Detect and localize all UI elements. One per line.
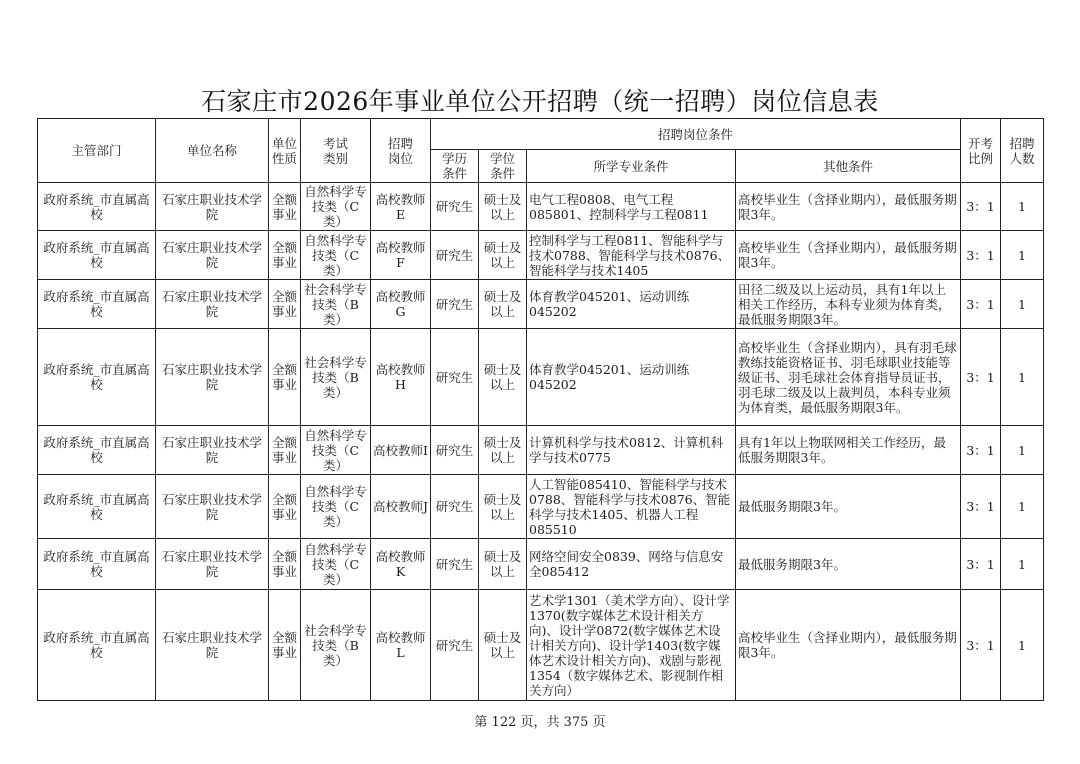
header-ratio: 开考 比例 — [961, 119, 1001, 183]
cell-exam: 社会科学专技类（B类） — [301, 280, 371, 329]
header-exam: 考试 类别 — [301, 119, 371, 183]
cell-nature: 全额事业 — [269, 183, 301, 231]
cell-dept: 政府系统_市直属高校 — [38, 280, 156, 329]
cell-dept: 政府系统_市直属高校 — [38, 475, 156, 539]
cell-edu: 研究生 — [431, 539, 479, 590]
cell-major: 体育教学045201、运动训练045202 — [527, 280, 736, 329]
cell-degree: 硕士及以上 — [479, 280, 527, 329]
cell-count: 1 — [1001, 183, 1044, 231]
page-title: 石家庄市2026年事业单位公开招聘（统一招聘）岗位信息表 — [201, 87, 879, 116]
cell-other: 最低服务期限3年。 — [736, 475, 961, 539]
cell-exam: 自然科学专技类（C类） — [301, 475, 371, 539]
cell-unit: 石家庄职业技术学院 — [156, 590, 269, 701]
cell-edu: 研究生 — [431, 475, 479, 539]
cell-dept: 政府系统_市直属高校 — [38, 329, 156, 426]
cell-ratio: 3：1 — [961, 426, 1001, 475]
cell-unit: 石家庄职业技术学院 — [156, 539, 269, 590]
cell-unit: 石家庄职业技术学院 — [156, 183, 269, 231]
header-post: 招聘 岗位 — [371, 119, 431, 183]
table-row — [38, 590, 1044, 701]
cell-nature: 全额事业 — [269, 231, 301, 280]
table-row — [38, 231, 1044, 280]
page-footer: 第 122 页，共 375 页 — [474, 715, 606, 730]
cell-post: 高校教师I — [371, 426, 431, 475]
cell-count: 1 — [1001, 231, 1044, 280]
cell-post: 高校教师G — [371, 280, 431, 329]
cell-count: 1 — [1001, 590, 1044, 701]
cell-major: 艺术学1301（美术学方向）、设计学1370(数字媒体艺术设计相关方向)、设计学0872(数字媒体艺术设计相关方向)、设计学1403(数字媒体艺术设计相关方向)、戏剧与影视1354（数字媒体艺术、影视制作相关方向） — [527, 590, 736, 701]
cell-degree: 硕士及以上 — [479, 539, 527, 590]
cell-major: 人工智能085410、智能科学与技术0788、智能科学与技术0876、智能科学与技术1405、机器人工程085510 — [527, 475, 736, 539]
cell-major: 体育教学045201、运动训练045202 — [527, 329, 736, 426]
cell-unit: 石家庄职业技术学院 — [156, 475, 269, 539]
cell-dept: 政府系统_市直属高校 — [38, 231, 156, 280]
cell-degree: 硕士及以上 — [479, 183, 527, 231]
cell-degree: 硕士及以上 — [479, 231, 527, 280]
cell-exam: 自然科学专技类（C类） — [301, 426, 371, 475]
cell-count: 1 — [1001, 280, 1044, 329]
cell-unit: 石家庄职业技术学院 — [156, 329, 269, 426]
cell-degree: 硕士及以上 — [479, 329, 527, 426]
cell-ratio: 3：1 — [961, 329, 1001, 426]
cell-degree: 硕士及以上 — [479, 426, 527, 475]
cell-exam: 社会科学专技类（B类） — [301, 329, 371, 426]
cell-other: 高校毕业生（含择业期内），最低服务期限3年。 — [736, 231, 961, 280]
cell-exam: 社会科学专技类（B类） — [301, 590, 371, 701]
cell-degree: 硕士及以上 — [479, 475, 527, 539]
cell-ratio: 3：1 — [961, 475, 1001, 539]
cell-edu: 研究生 — [431, 280, 479, 329]
header-degree: 学位 条件 — [479, 150, 527, 183]
cell-nature: 全额事业 — [269, 329, 301, 426]
cell-ratio: 3：1 — [961, 280, 1001, 329]
cell-count: 1 — [1001, 475, 1044, 539]
header-dept: 主管部门 — [38, 119, 156, 183]
cell-nature: 全额事业 — [269, 475, 301, 539]
cell-post: 高校教师K — [371, 539, 431, 590]
cell-count: 1 — [1001, 426, 1044, 475]
header-count: 招聘 人数 — [1001, 119, 1044, 183]
cell-other: 高校毕业生（含择业期内），最低服务期限3年。 — [736, 183, 961, 231]
cell-ratio: 3：1 — [961, 539, 1001, 590]
cell-post: 高校教师J — [371, 475, 431, 539]
cell-unit: 石家庄职业技术学院 — [156, 280, 269, 329]
cell-other: 具有1年以上物联网相关工作经历，最低服务期限3年。 — [736, 426, 961, 475]
header-edu: 学历 条件 — [431, 150, 479, 183]
header-nature: 单位 性质 — [269, 119, 301, 183]
table-row — [38, 475, 1044, 539]
cell-exam: 自然科学专技类（C类） — [301, 183, 371, 231]
cell-nature: 全额事业 — [269, 539, 301, 590]
cell-other: 最低服务期限3年。 — [736, 539, 961, 590]
table-row — [38, 329, 1044, 426]
cell-edu: 研究生 — [431, 590, 479, 701]
cell-edu: 研究生 — [431, 183, 479, 231]
cell-post: 高校教师L — [371, 590, 431, 701]
table-row — [38, 539, 1044, 590]
cell-nature: 全额事业 — [269, 426, 301, 475]
cell-major: 控制科学与工程0811、智能科学与技术0788、智能科学与技术0876、智能科学与技术1405 — [527, 231, 736, 280]
cell-edu: 研究生 — [431, 231, 479, 280]
cell-dept: 政府系统_市直属高校 — [38, 590, 156, 701]
cell-dept: 政府系统_市直属高校 — [38, 183, 156, 231]
cell-other: 高校毕业生（含择业期内），具有羽毛球教练技能资格证书、羽毛球职业技能等级证书、羽毛球社会体育指导员证书，羽毛球二级及以上裁判员，本科专业须为体育类，最低服务期限3年。 — [736, 329, 961, 426]
cell-count: 1 — [1001, 329, 1044, 426]
cell-edu: 研究生 — [431, 329, 479, 426]
cell-unit: 石家庄职业技术学院 — [156, 231, 269, 280]
cell-edu: 研究生 — [431, 426, 479, 475]
cell-nature: 全额事业 — [269, 590, 301, 701]
header-unit: 单位名称 — [156, 119, 269, 183]
header-major: 所学专业条件 — [527, 150, 736, 183]
cell-ratio: 3：1 — [961, 590, 1001, 701]
cell-unit: 石家庄职业技术学院 — [156, 426, 269, 475]
cell-count: 1 — [1001, 539, 1044, 590]
cell-exam: 自然科学专技类（C类） — [301, 539, 371, 590]
cell-major: 电气工程0808、电气工程085801、控制科学与工程0811 — [527, 183, 736, 231]
cell-major: 计算机科学与技术0812、计算机科学与技术0775 — [527, 426, 736, 475]
cell-ratio: 3：1 — [961, 183, 1001, 231]
cell-major: 网络空间安全0839、网络与信息安全085412 — [527, 539, 736, 590]
cell-post: 高校教师E — [371, 183, 431, 231]
cell-ratio: 3：1 — [961, 231, 1001, 280]
cell-post: 高校教师F — [371, 231, 431, 280]
cell-other: 田径二级及以上运动员，具有1年以上相关工作经历，本科专业须为体育类，最低服务期限3年。 — [736, 280, 961, 329]
cell-dept: 政府系统_市直属高校 — [38, 539, 156, 590]
header-conditions: 招聘岗位条件 — [431, 119, 961, 150]
job-info-table — [37, 118, 1044, 701]
table-body — [38, 183, 1044, 701]
cell-post: 高校教师H — [371, 329, 431, 426]
table-row — [38, 280, 1044, 329]
table-row — [38, 426, 1044, 475]
header-other: 其他条件 — [736, 150, 961, 183]
cell-dept: 政府系统_市直属高校 — [38, 426, 156, 475]
cell-degree: 硕士及以上 — [479, 590, 527, 701]
cell-exam: 自然科学专技类（C类） — [301, 231, 371, 280]
cell-other: 高校毕业生（含择业期内），最低服务期限3年。 — [736, 590, 961, 701]
table-row — [38, 183, 1044, 231]
cell-nature: 全额事业 — [269, 280, 301, 329]
